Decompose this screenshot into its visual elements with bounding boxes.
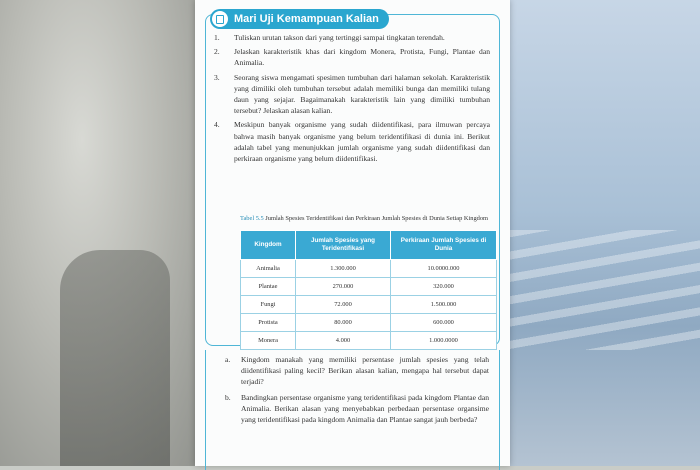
subquestion-text: Bandingkan persentase organisme yang teridentifikasi pada kingdom Plantae dan Animalia. Berikan alasan yang menyebabkan perbedaan persentase organsime yang teridentifikasi pada kingdom Animalia dan Plantae sangat jauh berbeda? — [241, 392, 489, 425]
question-number: 3. — [214, 72, 220, 82]
question-number: 2. — [214, 47, 220, 57]
question-text: Tuliskan urutan takson dari yang tertinggi sampai tingkatan terendah. — [234, 33, 445, 42]
table-row — [241, 332, 497, 350]
table-row — [241, 314, 497, 332]
table-cell: 1.300.000 — [296, 260, 391, 278]
table-caption-text: Jumlah Spesies Teridentifikasi dan Perkiraan Jumlah Spesies di Dunia Setiap Kingdom — [265, 215, 489, 222]
table-cell: 320.000 — [391, 278, 497, 296]
table-cell: 600.000 — [391, 314, 497, 332]
question-number: 4. — [214, 120, 220, 130]
question-text: Jelaskan karakteristik khas dari kingdom Monera, Protista, Fungi, Plantae dan Animalia. — [234, 47, 490, 68]
table-cell: Monera — [241, 332, 296, 350]
section-badge — [210, 9, 389, 29]
table-cell: 1.000.0000 — [391, 332, 497, 350]
subquestion-letter: a. — [225, 355, 231, 364]
question-text: Seorang siswa mengamati spesimen tumbuhan dari halaman sekolah. Karakteristik yang dimiliki oleh tumbuhan tersebut adalah memiliki bunga dan memiliki tulang daun yang sejajar. Bagaimanakah karakteristik lain yang dimiliki tumbuhan tersebut? Jelaskan alasan kalian. — [234, 72, 490, 116]
subquestion-list — [225, 354, 489, 429]
column-header: Perkiraan Jumlah Spesies di Dunia — [391, 231, 497, 260]
book-icon — [212, 11, 228, 27]
table-cell: Protista — [241, 314, 296, 332]
table-cell: 4.000 — [296, 332, 391, 350]
table-cell: 1.500.000 — [391, 296, 497, 314]
question-item — [214, 72, 490, 117]
background-elephant-photo — [0, 0, 205, 466]
subquestion-item — [225, 354, 489, 388]
table-caption — [240, 214, 490, 223]
table-row — [241, 278, 497, 296]
table-caption-label: Tabel 5.5 — [240, 215, 264, 222]
question-list — [214, 32, 490, 167]
exercise-panel — [205, 14, 500, 346]
question-item — [214, 119, 490, 164]
table-cell: 270.000 — [296, 278, 391, 296]
table-cell: 72.000 — [296, 296, 391, 314]
question-number: 1. — [214, 33, 220, 42]
table-cell: Fungi — [241, 296, 296, 314]
subquestion-item — [225, 392, 489, 426]
question-item — [214, 32, 490, 43]
textbook-page — [195, 0, 510, 466]
section-title: Mari Uji Kemampuan Kalian — [234, 13, 379, 25]
column-header: Jumlah Spesies yang Teridentifikasi — [296, 231, 391, 260]
table-cell: Animalia — [241, 260, 296, 278]
subquestion-text: Kingdom manakah yang memiliki persentase jumlah spesies yang telah diidentifikasi paling kecil? Berikan alasan kalian, mengapa hal tersebut dapat terjadi? — [241, 355, 489, 387]
table-header-row — [241, 231, 497, 260]
subquestion-letter: b. — [225, 392, 231, 402]
table-cell: 10.0000.000 — [391, 260, 497, 278]
question-item — [214, 46, 490, 68]
background-sky-photo — [505, 0, 700, 466]
table-cell: 80.000 — [296, 314, 391, 332]
table-row — [241, 296, 497, 314]
table-cell: Plantae — [241, 278, 296, 296]
question-text: Meskipun banyak organisme yang sudah diidentifikasi, para ilmuwan percaya bahwa masih banyak organisme yang belum teridentifikasi di dunia ini. Berikut adalah tabel yang menunjukkan jumlah organisme yang sudah diidentifikasi dan perkiraan organisme yang belum diidentifikasi. — [234, 120, 490, 164]
species-table — [240, 230, 497, 350]
column-header: Kingdom — [241, 231, 296, 260]
table-row — [241, 260, 497, 278]
